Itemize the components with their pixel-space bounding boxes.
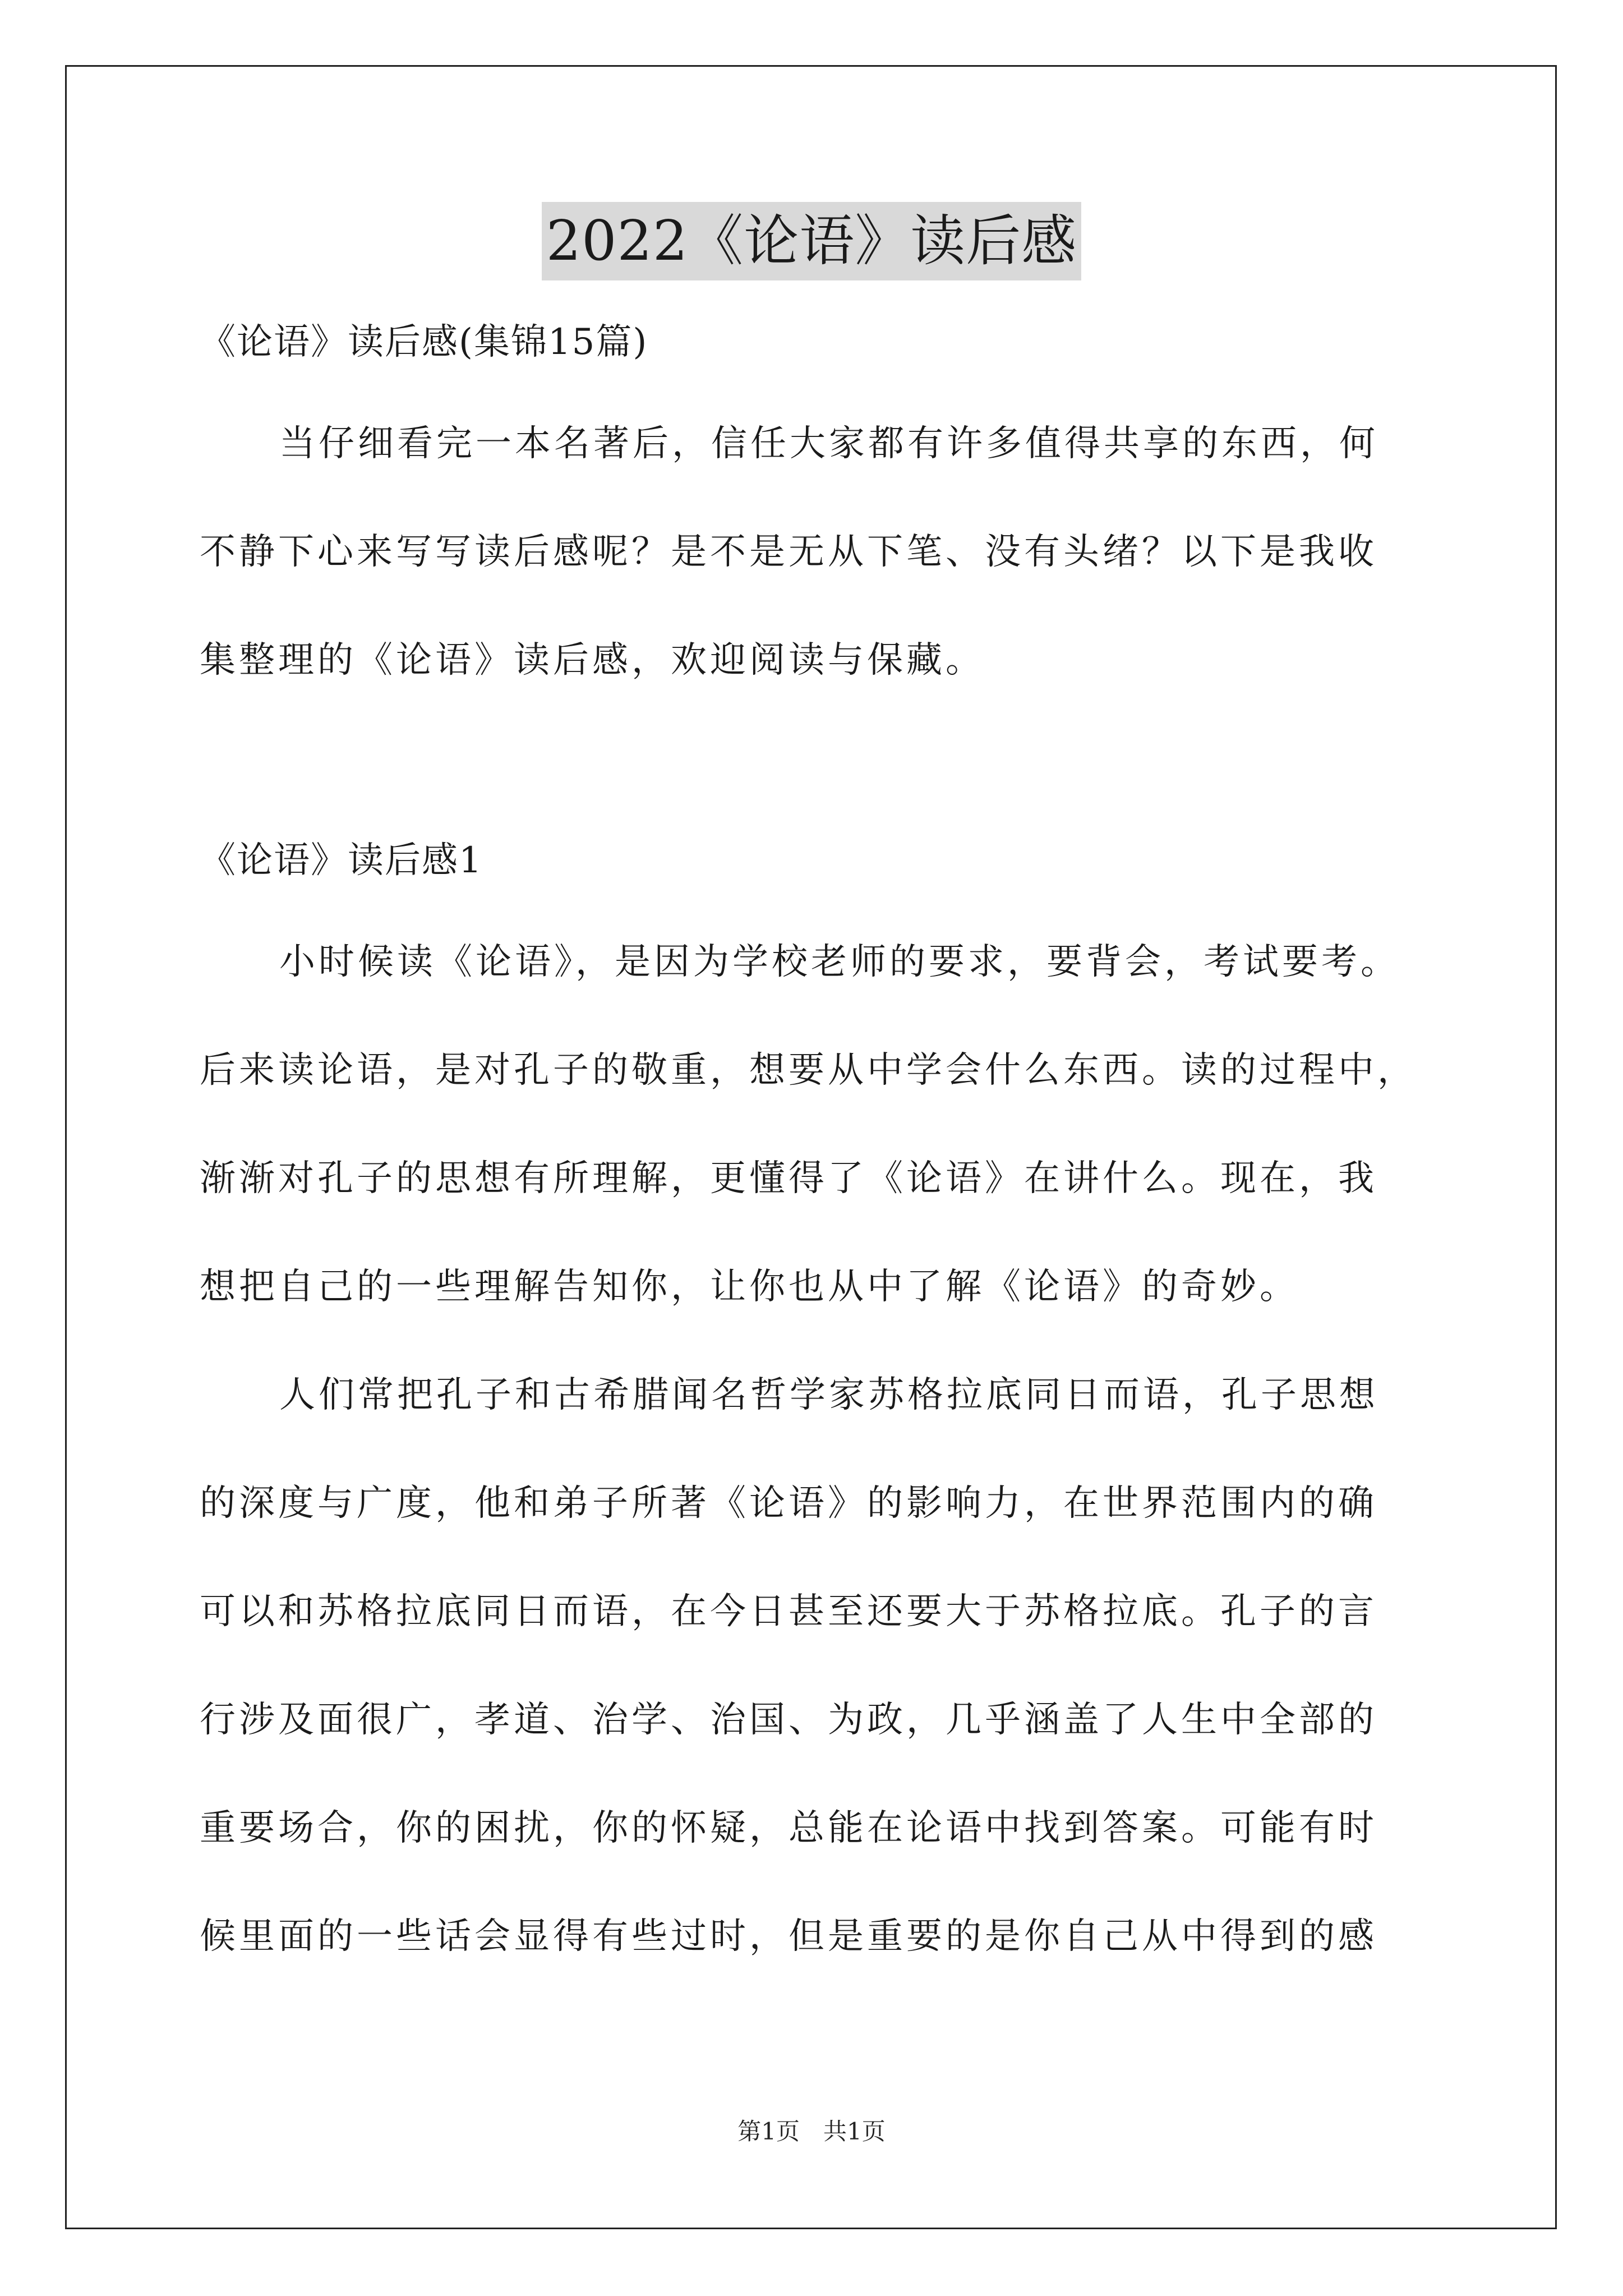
text-line: 小时候读《论语》，是因为学校老师的要求，要背会，考试要考。 (279, 941, 1400, 983)
section-paragraph (200, 1341, 1433, 1991)
text-line: 不静下心来写写读后感呢？是不是无从下笔、没有头绪？以下是我收 (200, 531, 1377, 573)
intro-paragraph (200, 390, 1433, 715)
document-title: 2022《论语》读后感 (542, 202, 1081, 280)
text-line: 重要场合，你的困扰，你的怀疑，总能在论语中找到答案。可能有时 (200, 1807, 1377, 1849)
text-line: 可以和苏格拉底同日而语，在今日甚至还要大于苏格拉底。孔子的言 (200, 1591, 1377, 1632)
title-container (0, 202, 1623, 280)
document-body (200, 306, 1433, 1991)
text-line: 后来读论语，是对孔子的敬重，想要从中学会什么东西。读的过程中， (200, 1050, 1417, 1091)
text-line: 的深度与广度，他和弟子所著《论语》的影响力，在世界范围内的确 (200, 1483, 1377, 1524)
text-line: 当仔细看完一本名著后，信任大家都有许多值得共享的东西，何 (279, 423, 1378, 464)
text-line: 人们常把孔子和古希腊闻名哲学家苏格拉底同日而语，孔子思想 (279, 1374, 1378, 1416)
section-heading: 《论语》读后感1 (200, 840, 483, 881)
section-paragraph (200, 908, 1433, 1341)
text-line: 集整理的《论语》读后感，欢迎阅读与保藏。 (200, 639, 985, 681)
text-line: 渐渐对孔子的思想有所理解，更懂得了《论语》在讲什么。现在，我 (200, 1158, 1377, 1199)
document-subtitle: 《论语》读后感(集锦15篇) (200, 321, 648, 363)
text-line: 想把自己的一些理解告知你，让你也从中了解《论语》的奇妙。 (200, 1266, 1299, 1308)
text-line: 行涉及面很广，孝道、治学、治国、为政，几乎涵盖了人生中全部的 (200, 1699, 1377, 1741)
text-line: 候里面的一些话会显得有些过时，但是重要的是你自己从中得到的感 (200, 1916, 1377, 1957)
page-number-footer: 第1页 共1页 (737, 2118, 886, 2145)
